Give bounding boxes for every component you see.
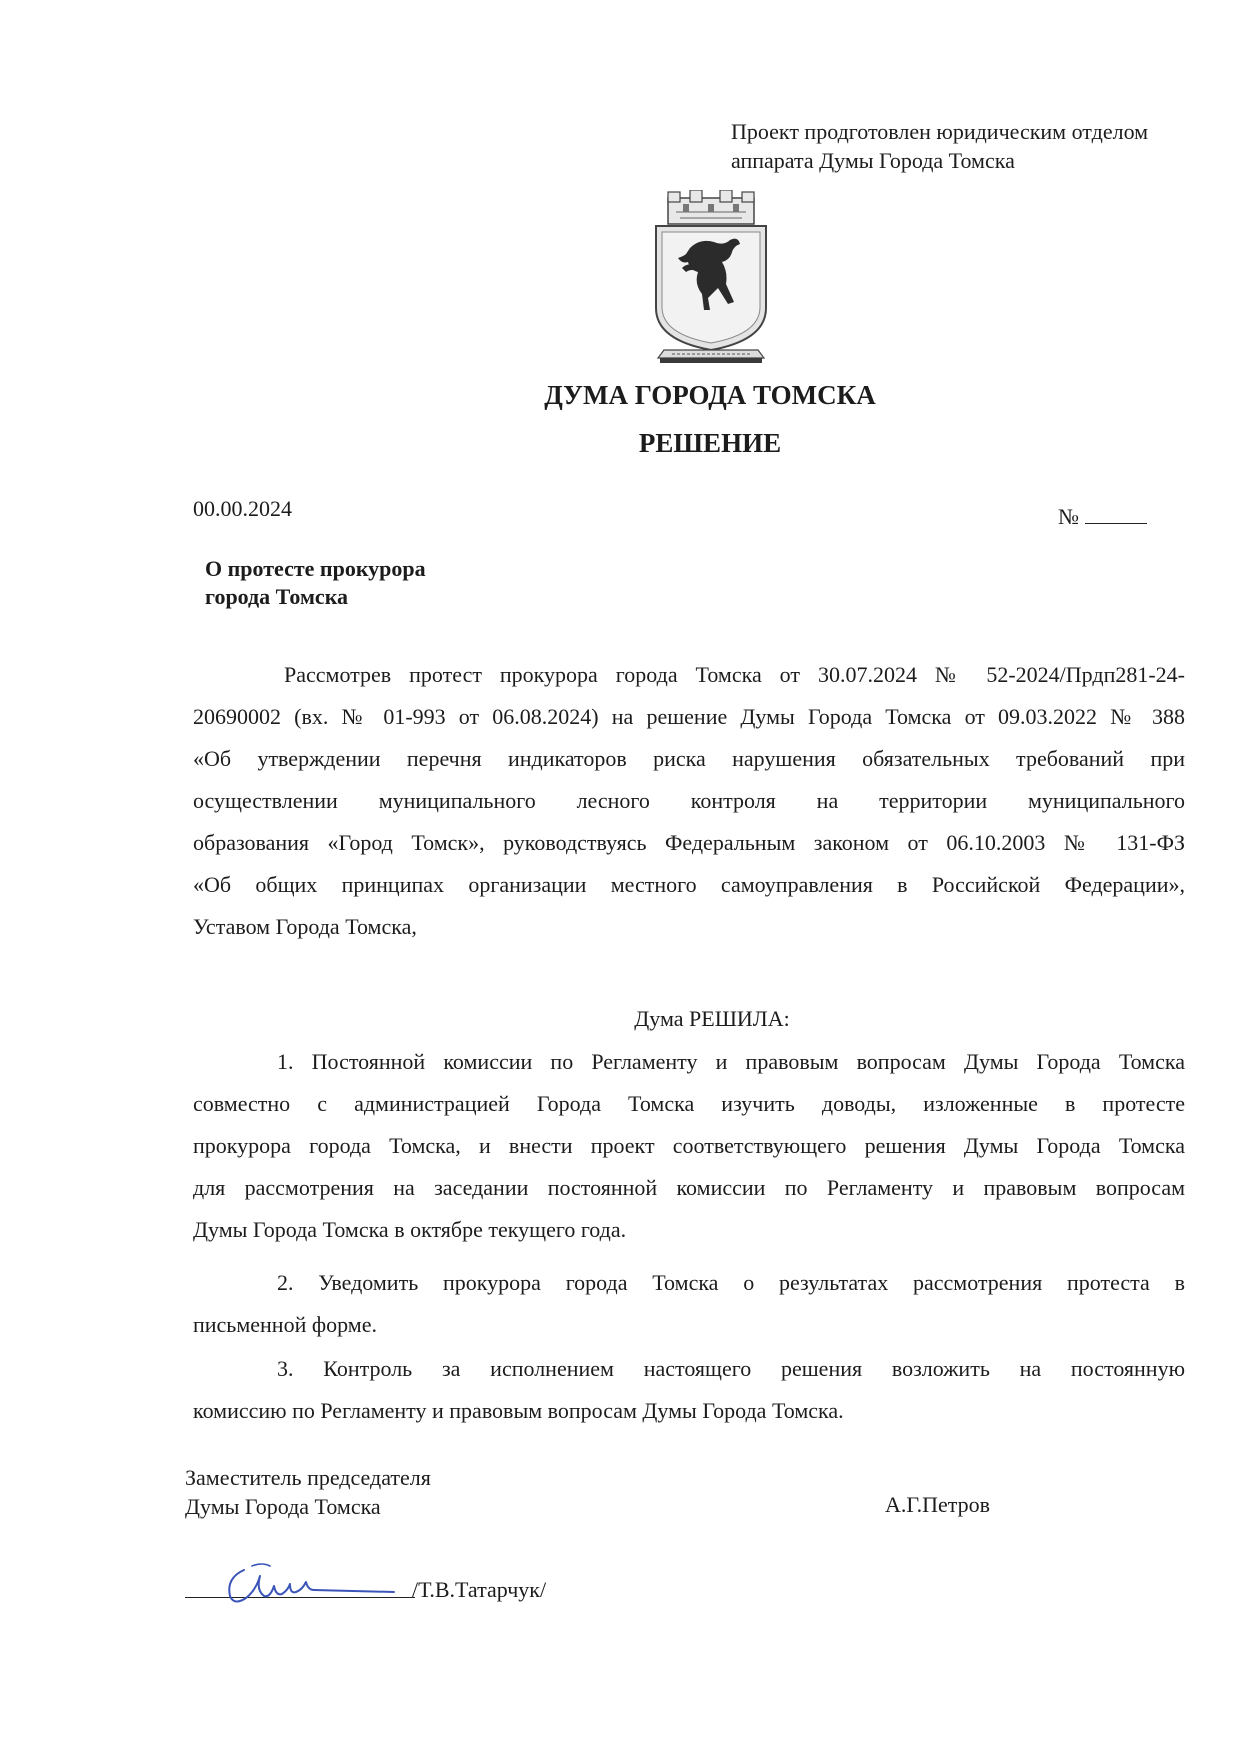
item-1-line: совместно с администрацией Города Томска изучить доводы, изложенные в протесте: [193, 1091, 1185, 1116]
item-1-line: для рассмотрения на заседании постоянной комиссии по Регламенту и правовым вопросам: [193, 1175, 1185, 1200]
item-2-row: [193, 1314, 1185, 1336]
signatory-name: А.Г.Петров: [885, 1492, 991, 1517]
project-note-line-2: аппарата Думы Города Томска: [731, 148, 1015, 173]
signatory-position: [185, 1463, 431, 1521]
item-1-row: [193, 1177, 1185, 1199]
preamble-row: [193, 874, 1185, 896]
item-1-row: [193, 1051, 1185, 1073]
document-date: 00.00.2024: [193, 496, 292, 521]
item-1-line: прокурора города Томска, и внести проект соответствующего решения Думы Города Томска: [193, 1133, 1185, 1158]
preamble-line: «Об утверждении перечня индикаторов риска нарушения обязательных требований при: [193, 746, 1185, 771]
preamble-row: [193, 916, 1185, 938]
item-3-line: комиссию по Регламенту и правовым вопросам Думы Города Томска.: [193, 1398, 844, 1423]
item-1-line: Думы Города Томска в октябре текущего года.: [193, 1217, 627, 1242]
project-note: [731, 117, 1148, 175]
executor-name: /Т.В.Татарчук/: [412, 1577, 547, 1602]
item-1-row: [193, 1219, 1185, 1241]
tomsk-coat-of-arms-icon: [650, 190, 772, 368]
preamble-row: [193, 832, 1185, 854]
preamble-line: Рассмотрев протест прокурора города Томска от 30.07.2024 № 52-2024/Прдп281-24-: [284, 662, 1185, 687]
preamble-paragraph: [193, 664, 1185, 686]
preamble-line: Уставом Города Томска,: [193, 914, 417, 939]
number-label: №: [1058, 504, 1079, 529]
item-2-row: [193, 1272, 1185, 1294]
document-type-title: РЕШЕНИЕ: [638, 428, 782, 458]
item-1-line: 1. Постоянной комиссии по Регламенту и правовым вопросам Думы Города Томска: [277, 1049, 1185, 1074]
item-2-line: 2. Уведомить прокурора города Томска о результатах рассмотрения протеста в: [277, 1270, 1185, 1295]
preamble-row: [193, 790, 1185, 812]
preamble-row: [193, 748, 1185, 770]
item-3-line: 3. Контроль за исполнением настоящего решения возложить на постоянную: [277, 1356, 1185, 1381]
handwritten-signature-icon: [222, 1560, 412, 1610]
resolution-heading: Дума РЕШИЛА:: [634, 1006, 790, 1031]
item-1-row: [193, 1093, 1185, 1115]
signatory-position-line-2: Думы Города Томска: [185, 1494, 381, 1519]
signatory-position-line-1: Заместитель председателя: [185, 1465, 431, 1490]
document-subject: [205, 555, 426, 611]
subject-line-2: города Томска: [205, 584, 349, 609]
subject-line-1: О протесте прокурора: [205, 556, 426, 581]
project-note-line-1: Проект продготовлен юридическим отделом: [731, 119, 1149, 144]
item-3-row: [193, 1400, 1185, 1422]
preamble-row: [193, 706, 1185, 728]
item-1-row: [193, 1135, 1185, 1157]
preamble-line: 20690002 (вх. № 01-993 от 06.08.2024) на решение Думы Города Томска от 09.03.2022 № 388: [193, 704, 1185, 729]
number-blank-line: [1085, 505, 1147, 524]
item-3-row: [193, 1358, 1185, 1380]
preamble-line: «Об общих принципах организации местного самоуправления в Российской Федерации»,: [193, 872, 1185, 897]
preamble-line: осуществлении муниципального лесного контроля на территории муниципального: [193, 788, 1185, 813]
organization-title: ДУМА ГОРОДА ТОМСКА: [544, 380, 876, 410]
item-2-line: письменной форме.: [193, 1312, 377, 1337]
document-number: [1058, 504, 1147, 530]
preamble-line: образования «Город Томск», руководствуясь Федеральным законом от 06.10.2003 № 131-ФЗ: [193, 830, 1185, 855]
